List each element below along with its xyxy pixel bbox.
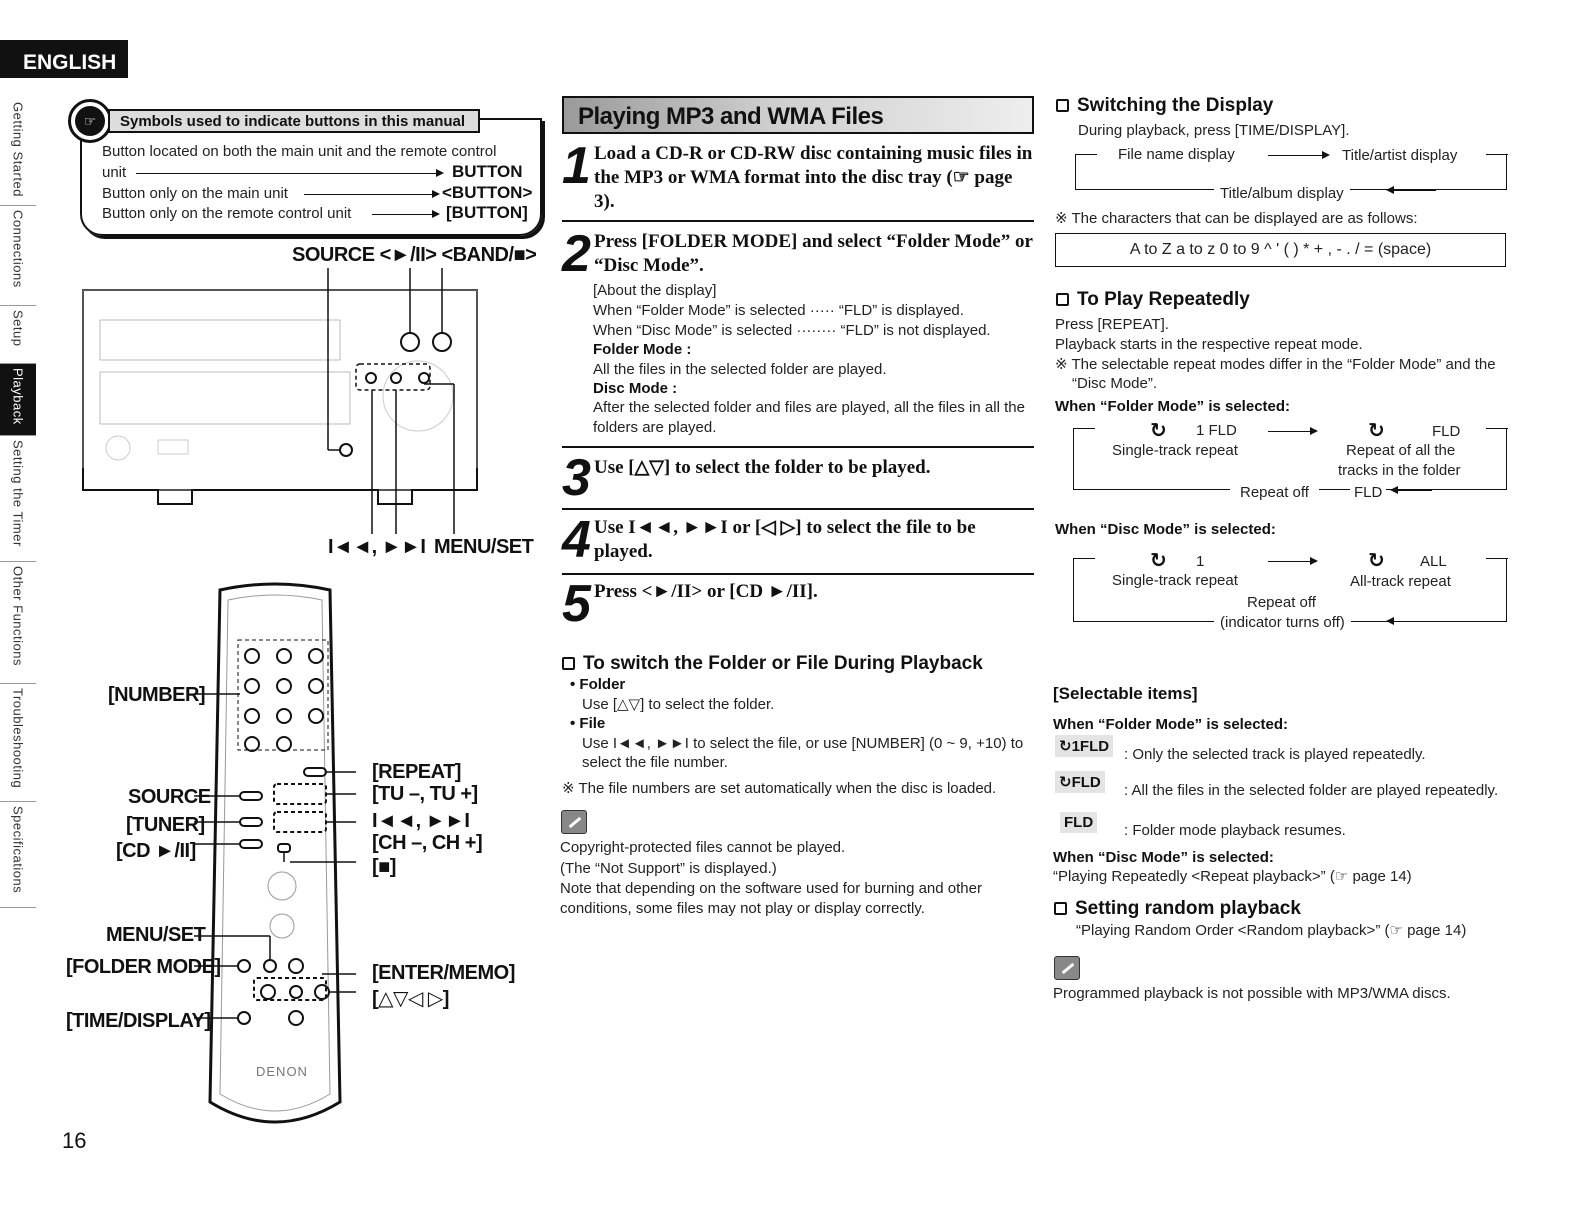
remote-brand-text: DENON <box>256 1064 308 1079</box>
side-tab-specifications[interactable] <box>0 802 36 908</box>
repeat-text-4: “Disc Mode”. <box>1072 375 1158 392</box>
step-4-text-2: played. <box>594 541 653 562</box>
note-line-3: Note that depending on the software used for burning and other <box>560 880 982 897</box>
about-folder-mode: When “Folder Mode” is selected ····· “FLD” is displayed. <box>593 302 964 319</box>
checkbox-square-icon <box>1054 902 1067 915</box>
note-pencil-icon <box>561 810 587 834</box>
selectable-folder-mode-heading: When “Folder Mode” is selected: <box>1053 716 1289 733</box>
step-2-text: Press [FOLDER MODE] and select “Folder Mode” or “Disc Mode”. <box>594 231 1033 276</box>
remote-folder-mode-label: [FOLDER MODE] <box>66 956 221 978</box>
flow-arrow <box>1268 155 1328 156</box>
side-tab-setup[interactable] <box>0 306 36 364</box>
play-repeatedly-heading: To Play Repeatedly <box>1056 289 1250 311</box>
repeat-off-folder: Repeat off <box>1230 483 1319 503</box>
remote-stop-label: [■] <box>372 856 396 878</box>
characters-note: ※ The characters that can be displayed are as follows: <box>1055 210 1418 227</box>
main-unit-illustration <box>78 268 488 538</box>
folder-bullet: • Folder <box>570 676 626 693</box>
side-tab-label: Getting Started <box>10 102 26 197</box>
symbols-legend-title: Symbols used to indicate buttons in this manual <box>108 109 480 133</box>
switching-display-heading: Switching the Display <box>1056 95 1273 117</box>
symbols-row-remote: Button only on the remote control unit <box>102 205 352 222</box>
repeat-text-1: Press [REPEAT]. <box>1055 316 1169 333</box>
folder-mode-text: All the files in the selected folder are played. <box>593 361 887 378</box>
display-chip-repeat-fld: ↻FLD <box>1055 771 1105 793</box>
repeat-all-indicator: ALL <box>1420 553 1447 570</box>
page-number: 16 <box>62 1128 87 1153</box>
repeat-text-3: ※ The selectable repeat modes differ in the “Folder Mode” and the <box>1055 356 1496 373</box>
divider <box>562 220 1034 222</box>
random-playback-heading: Setting random playback <box>1054 898 1301 920</box>
divider <box>562 446 1034 448</box>
divider <box>562 508 1034 510</box>
symbol-button: BUTTON <box>452 162 523 181</box>
symbols-legend-header <box>68 99 480 135</box>
side-tab-connections[interactable] <box>0 206 36 306</box>
side-tab-playback[interactable] <box>0 364 36 436</box>
repeat-text-2: Playback starts in the respective repeat mode. <box>1055 336 1363 353</box>
unit-skip-label: I◄◄, ►►I <box>328 536 426 558</box>
side-tab-label: Connections <box>10 210 26 288</box>
single-track-repeat: Single-track repeat <box>1112 442 1238 459</box>
step-5-text: Press <►/II> or [CD ►/II]. <box>594 581 818 602</box>
divider <box>562 573 1034 575</box>
flow-line <box>1073 428 1095 429</box>
chip-1fld-text: : Only the selected track is played repeatedly. <box>1124 746 1426 763</box>
repeat-off-fld-indicator: FLD <box>1350 483 1386 503</box>
title-artist-display: Title/artist display <box>1342 147 1458 164</box>
folder-text: Use [△▽] to select the folder. <box>582 696 775 713</box>
file-number-note: ※ The file numbers are set automatically when the disc is loaded. <box>562 780 997 797</box>
repeat-loop-icon: ↻ <box>1150 550 1167 572</box>
section-title-bar <box>562 96 1034 134</box>
step-3-number: 3 <box>562 449 591 507</box>
step-5-number: 5 <box>562 575 591 633</box>
all-track-repeat: All-track repeat <box>1350 573 1451 590</box>
flow-line <box>1486 154 1508 155</box>
file-bullet: • File <box>570 715 606 732</box>
disc-repeat-off: Repeat off <box>1247 594 1316 611</box>
chip-repeat-fld-text: : All the files in the selected folder are played repeatedly. <box>1124 782 1499 799</box>
step-1-text: Load a CD-R or CD-RW disc containing music files in the MP3 or WMA format into the disc tray (☞ page 3). <box>594 143 1033 212</box>
disc-mode-text-1: After the selected folder and files are played, all the files in all the <box>593 399 1025 416</box>
switch-folder-file-heading: To switch the Folder or File During Playback <box>562 653 983 675</box>
repeat-loop-icon: ↻ <box>1150 420 1167 442</box>
disc-repeat-off-note: (indicator turns off) <box>1214 613 1351 633</box>
side-tab-bar <box>0 98 36 918</box>
flow-line <box>1486 428 1508 429</box>
selectable-items-heading: [Selectable items] <box>1053 684 1198 703</box>
file-text-2: select the file number. <box>582 754 728 771</box>
random-playback-reference: “Playing Random Order <Random playback>” (☞ page 14) <box>1076 922 1467 939</box>
note-line-1: Copyright-protected files cannot be played. <box>560 839 846 856</box>
repeat-1-fld-indicator: 1 FLD <box>1196 422 1237 439</box>
checkbox-square-icon <box>1056 99 1069 112</box>
disc-single-track-repeat: Single-track repeat <box>1112 572 1238 589</box>
remote-tu-label: [TU –, TU +] <box>372 783 478 805</box>
file-text-1: Use I◄◄, ►►I to select the file, or use [NUMBER] (0 ~ 9, +10) to <box>582 735 1024 752</box>
side-tab-troubleshooting[interactable] <box>0 684 36 802</box>
remote-tuner-label: [TUNER] <box>126 814 205 836</box>
displayable-characters-box: A to Z a to z 0 to 9 ^ ' ( ) * + , - . / = (space) <box>1055 233 1506 267</box>
step-2-number: 2 <box>562 225 591 283</box>
repeat-loop-icon: ↻ <box>1368 550 1385 572</box>
step-3-text: Use [△▽] to select the folder to be played. <box>594 457 931 478</box>
side-tab-setting-the-timer[interactable] <box>0 436 36 562</box>
flow-line <box>1486 558 1508 559</box>
about-disc-mode: When “Disc Mode” is selected ········ “FLD” is not displayed. <box>593 322 991 339</box>
symbols-row-main: Button only on the main unit <box>102 185 288 202</box>
display-chip-fld: FLD <box>1060 812 1097 833</box>
side-tab-label: Setup <box>10 310 26 347</box>
remote-cursor-label: [△▽◁ ▷] <box>372 988 449 1010</box>
remote-enter-label: [ENTER/MEMO] <box>372 962 515 984</box>
remote-menu-set-label: MENU/SET <box>106 924 206 946</box>
side-tab-label: Other Functions <box>10 566 26 666</box>
side-tab-label: Specifications <box>10 806 26 894</box>
remote-ch-label: [CH –, CH +] <box>372 832 483 854</box>
remote-number-label: [NUMBER] <box>108 684 206 706</box>
folder-mode-selected-heading: When “Folder Mode” is selected: <box>1055 398 1291 415</box>
disc-mode-reference: “Playing Repeatedly <Repeat playback>” (☞ page 14) <box>1053 868 1412 885</box>
flow-line <box>1075 154 1097 155</box>
flow-arrow <box>1268 431 1316 432</box>
repeat-fld-indicator: FLD <box>1432 423 1461 440</box>
remote-cd-label: [CD ►/II] <box>116 840 196 862</box>
chip-fld-text: : Folder mode playback resumes. <box>1124 822 1346 839</box>
programmed-playback-note: Programmed playback is not possible with MP3/WMA discs. <box>1053 985 1451 1002</box>
note-line-2: (The “Not Support” is displayed.) <box>560 860 777 877</box>
disc-mode-selected-heading: When “Disc Mode” is selected: <box>1055 521 1276 538</box>
side-tab-other-functions[interactable] <box>0 562 36 684</box>
flow-line <box>1073 558 1095 559</box>
flow-arrow <box>1268 561 1316 562</box>
title-album-display: Title/album display <box>1214 184 1350 204</box>
unit-menu-label: MENU/SET <box>434 536 534 558</box>
repeat-1-indicator: 1 <box>1196 553 1205 570</box>
folder-mode-heading: Folder Mode : <box>593 341 692 358</box>
checkbox-square-icon <box>1056 293 1069 306</box>
symbols-row-both-cont: unit <box>102 164 127 181</box>
file-name-display: File name display <box>1118 146 1235 163</box>
repeat-all-folder-2: tracks in the folder <box>1338 462 1461 479</box>
side-tab-label: Setting the Timer <box>10 440 26 547</box>
symbol-remote-button: [BUTTON] <box>446 203 528 222</box>
flow-arrow <box>1392 490 1432 491</box>
remote-skip-label: I◄◄, ►►I <box>372 810 470 832</box>
section-title: Playing MP3 and WMA Files <box>578 103 884 130</box>
checkbox-square-icon <box>562 657 575 670</box>
display-chip-1fld: ↻1FLD <box>1055 735 1113 757</box>
unit-top-label: SOURCE <►/II> <BAND/■> <box>292 244 537 266</box>
step-1-number: 1 <box>562 137 591 195</box>
language-tab: ENGLISH <box>0 40 128 78</box>
step-4-number: 4 <box>562 511 591 569</box>
symbol-main-button: <BUTTON> <box>442 183 533 202</box>
remote-source-label: SOURCE <box>128 786 211 808</box>
repeat-loop-icon: ↻ <box>1368 420 1385 442</box>
note-pencil-icon <box>1054 956 1080 980</box>
remote-repeat-label: [REPEAT] <box>372 761 461 783</box>
symbols-row-both: Button located on both the main unit and the remote control <box>102 143 497 160</box>
step-4-text-1: Use I◄◄, ►►I or [◁ ▷] to select the file to be <box>594 517 976 538</box>
flow-arrow <box>1388 621 1436 622</box>
disc-mode-text-2: folders are played. <box>593 419 717 436</box>
repeat-all-folder-1: Repeat of all the <box>1346 442 1456 459</box>
disc-mode-heading: Disc Mode : <box>593 380 678 397</box>
flow-arrow <box>1388 190 1436 191</box>
side-tab-label: Playback <box>10 368 26 425</box>
remote-time-display-label: [TIME/DISPLAY] <box>66 1010 211 1032</box>
side-tab-getting-started[interactable] <box>0 98 36 206</box>
about-display-heading: [About the display] <box>593 282 717 299</box>
switching-display-text: During playback, press [TIME/DISPLAY]. <box>1078 122 1350 139</box>
pointing-hand-icon: ☞ <box>68 99 112 143</box>
note-line-4: conditions, some files may not play or display correctly. <box>560 900 925 917</box>
selectable-disc-mode-heading: When “Disc Mode” is selected: <box>1053 849 1274 866</box>
side-tab-label: Troubleshooting <box>10 688 26 789</box>
remote-control-illustration <box>190 582 360 1144</box>
